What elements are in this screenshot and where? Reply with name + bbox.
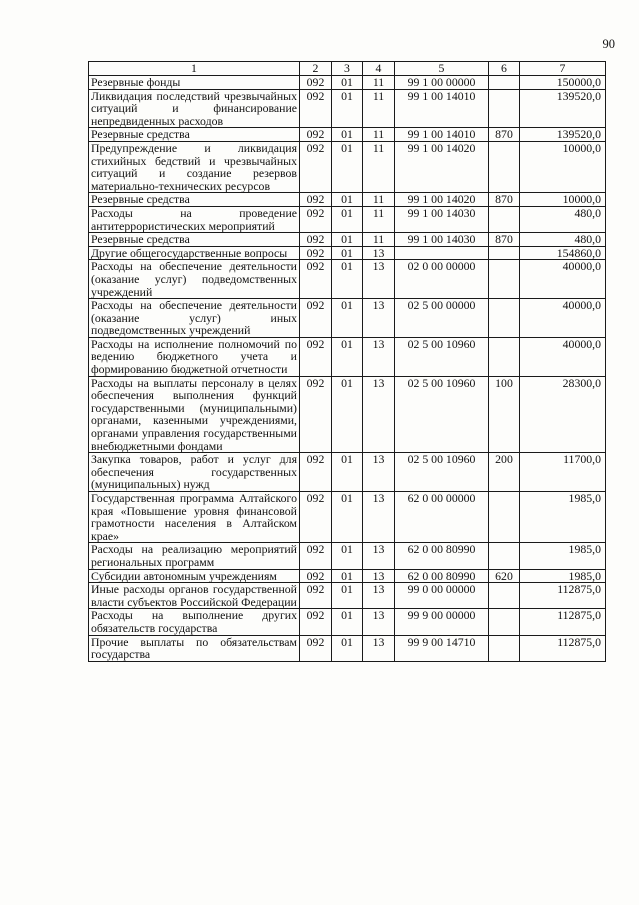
- row-section-cell: 01: [332, 492, 363, 543]
- header-cell: 4: [363, 62, 395, 76]
- row-subsection-cell: 13: [363, 609, 395, 635]
- row-code-cell: 092: [300, 453, 332, 492]
- row-amount-cell: 1985,0: [520, 569, 606, 583]
- row-amount-cell: 40000,0: [520, 337, 606, 376]
- table-row: [89, 569, 606, 583]
- row-amount-cell: 40000,0: [520, 260, 606, 299]
- row-subsection-cell: 11: [363, 89, 395, 128]
- row-subsection-cell: 13: [363, 376, 395, 453]
- row-expense-type-cell: [489, 299, 520, 338]
- row-expense-type-cell: 200: [489, 453, 520, 492]
- row-expense-type-cell: [489, 635, 520, 661]
- row-target-article-cell: 62 0 00 80990: [395, 569, 489, 583]
- row-expense-type-cell: [489, 206, 520, 232]
- row-subsection-cell: 13: [363, 569, 395, 583]
- row-name-cell: Расходы на выплаты персоналу в целях обеспечения выполнения функций государственными (муниципальными) органами, казенными учреждениями, органами управления государственными внебюджетными фондами: [89, 376, 300, 453]
- row-code-cell: 092: [300, 337, 332, 376]
- row-name-cell: Прочие выплаты по обязательствам государства: [89, 635, 300, 661]
- row-code-cell: 092: [300, 635, 332, 661]
- row-target-article-cell: 02 5 00 10960: [395, 376, 489, 453]
- table-row: [89, 337, 606, 376]
- row-code-cell: 092: [300, 569, 332, 583]
- row-expense-type-cell: [489, 543, 520, 569]
- row-expense-type-cell: [489, 609, 520, 635]
- table-row: [89, 609, 606, 635]
- header-cell: 6: [489, 62, 520, 76]
- row-code-cell: 092: [300, 299, 332, 338]
- row-subsection-cell: 13: [363, 246, 395, 260]
- row-name-cell: Расходы на проведение антитеррористических мероприятий: [89, 206, 300, 232]
- row-subsection-cell: 11: [363, 128, 395, 142]
- table-row: [89, 76, 606, 90]
- row-subsection-cell: 13: [363, 453, 395, 492]
- row-subsection-cell: 11: [363, 76, 395, 90]
- row-section-cell: 01: [332, 299, 363, 338]
- row-expense-type-cell: 620: [489, 569, 520, 583]
- row-amount-cell: 10000,0: [520, 193, 606, 207]
- row-target-article-cell: 99 1 00 14020: [395, 141, 489, 192]
- row-expense-type-cell: 870: [489, 233, 520, 247]
- row-subsection-cell: 11: [363, 193, 395, 207]
- row-expense-type-cell: 870: [489, 193, 520, 207]
- row-target-article-cell: 62 0 00 00000: [395, 492, 489, 543]
- row-amount-cell: 112875,0: [520, 635, 606, 661]
- budget-table: [88, 61, 606, 662]
- table-row: [89, 543, 606, 569]
- row-code-cell: 092: [300, 193, 332, 207]
- row-subsection-cell: 13: [363, 583, 395, 609]
- row-amount-cell: 150000,0: [520, 76, 606, 90]
- row-name-cell: Государственная программа Алтайского края «Повышение уровня финансовой грамотности населения в Алтайском крае»: [89, 492, 300, 543]
- row-subsection-cell: 13: [363, 492, 395, 543]
- row-name-cell: Субсидии автономным учреждениям: [89, 569, 300, 583]
- header-cell: 1: [89, 62, 300, 76]
- row-expense-type-cell: [489, 260, 520, 299]
- row-subsection-cell: 13: [363, 260, 395, 299]
- row-amount-cell: 40000,0: [520, 299, 606, 338]
- row-code-cell: 092: [300, 233, 332, 247]
- row-subsection-cell: 13: [363, 299, 395, 338]
- row-name-cell: Ликвидация последствий чрезвычайных ситуаций и финансирование непредвиденных расходов: [89, 89, 300, 128]
- row-expense-type-cell: 100: [489, 376, 520, 453]
- row-section-cell: 01: [332, 246, 363, 260]
- table-row: [89, 246, 606, 260]
- row-target-article-cell: 02 5 00 10960: [395, 453, 489, 492]
- table-header-row: [89, 62, 606, 76]
- row-code-cell: 092: [300, 492, 332, 543]
- row-target-article-cell: 99 9 00 14710: [395, 635, 489, 661]
- row-section-cell: 01: [332, 453, 363, 492]
- row-subsection-cell: 13: [363, 635, 395, 661]
- row-name-cell: Резервные средства: [89, 128, 300, 142]
- row-amount-cell: 480,0: [520, 206, 606, 232]
- row-expense-type-cell: [489, 337, 520, 376]
- row-code-cell: 092: [300, 376, 332, 453]
- row-name-cell: Расходы на реализацию мероприятий региональных программ: [89, 543, 300, 569]
- row-target-article-cell: [395, 246, 489, 260]
- header-cell: 5: [395, 62, 489, 76]
- row-target-article-cell: 02 5 00 00000: [395, 299, 489, 338]
- row-section-cell: 01: [332, 76, 363, 90]
- row-section-cell: 01: [332, 89, 363, 128]
- row-amount-cell: 10000,0: [520, 141, 606, 192]
- row-section-cell: 01: [332, 609, 363, 635]
- row-expense-type-cell: [489, 89, 520, 128]
- row-code-cell: 092: [300, 246, 332, 260]
- row-subsection-cell: 13: [363, 337, 395, 376]
- row-amount-cell: 112875,0: [520, 583, 606, 609]
- row-section-cell: 01: [332, 569, 363, 583]
- row-target-article-cell: 99 1 00 14030: [395, 233, 489, 247]
- row-name-cell: Закупка товаров, работ и услуг для обеспечения государственных (муниципальных) нужд: [89, 453, 300, 492]
- row-code-cell: 092: [300, 543, 332, 569]
- row-section-cell: 01: [332, 635, 363, 661]
- row-section-cell: 01: [332, 206, 363, 232]
- row-section-cell: 01: [332, 583, 363, 609]
- table-row: [89, 89, 606, 128]
- row-amount-cell: 28300,0: [520, 376, 606, 453]
- row-expense-type-cell: [489, 583, 520, 609]
- table-row: [89, 141, 606, 192]
- row-section-cell: 01: [332, 260, 363, 299]
- row-name-cell: Предупреждение и ликвидация стихийных бедствий и чрезвычайных ситуаций и создание резервов материально-технических ресурсов: [89, 141, 300, 192]
- row-section-cell: 01: [332, 193, 363, 207]
- row-target-article-cell: 99 1 00 00000: [395, 76, 489, 90]
- row-name-cell: Другие общегосударственные вопросы: [89, 246, 300, 260]
- row-section-cell: 01: [332, 337, 363, 376]
- row-section-cell: 01: [332, 233, 363, 247]
- row-name-cell: Расходы на обеспечение деятельности (оказание услуг) иных подведомственных учреждений: [89, 299, 300, 338]
- row-subsection-cell: 11: [363, 233, 395, 247]
- row-target-article-cell: 99 1 00 14020: [395, 193, 489, 207]
- header-cell: 3: [332, 62, 363, 76]
- table-row: [89, 376, 606, 453]
- row-name-cell: Резервные средства: [89, 233, 300, 247]
- row-target-article-cell: 02 0 00 00000: [395, 260, 489, 299]
- row-amount-cell: 154860,0: [520, 246, 606, 260]
- row-amount-cell: 1985,0: [520, 492, 606, 543]
- row-code-cell: 092: [300, 583, 332, 609]
- row-target-article-cell: 62 0 00 80990: [395, 543, 489, 569]
- row-amount-cell: 11700,0: [520, 453, 606, 492]
- row-target-article-cell: 99 1 00 14010: [395, 89, 489, 128]
- table-row: [89, 635, 606, 661]
- row-name-cell: Расходы на выполнение других обязательств государства: [89, 609, 300, 635]
- row-expense-type-cell: [489, 141, 520, 192]
- row-expense-type-cell: [489, 246, 520, 260]
- table-row: [89, 193, 606, 207]
- row-code-cell: 092: [300, 609, 332, 635]
- row-subsection-cell: 13: [363, 543, 395, 569]
- table-row: [89, 128, 606, 142]
- row-code-cell: 092: [300, 89, 332, 128]
- table-row: [89, 492, 606, 543]
- header-cell: 2: [300, 62, 332, 76]
- row-section-cell: 01: [332, 543, 363, 569]
- row-expense-type-cell: 870: [489, 128, 520, 142]
- row-subsection-cell: 11: [363, 141, 395, 192]
- table-row: [89, 206, 606, 232]
- row-amount-cell: 139520,0: [520, 89, 606, 128]
- row-code-cell: 092: [300, 260, 332, 299]
- row-target-article-cell: 99 0 00 00000: [395, 583, 489, 609]
- row-code-cell: 092: [300, 206, 332, 232]
- row-target-article-cell: 99 1 00 14030: [395, 206, 489, 232]
- table-row: [89, 233, 606, 247]
- table-row: [89, 453, 606, 492]
- row-target-article-cell: 99 9 00 00000: [395, 609, 489, 635]
- row-target-article-cell: 02 5 00 10960: [395, 337, 489, 376]
- row-target-article-cell: 99 1 00 14010: [395, 128, 489, 142]
- row-name-cell: Расходы на исполнение полномочий по ведению бюджетного учета и формированию бюджетной отчетности: [89, 337, 300, 376]
- row-amount-cell: 112875,0: [520, 609, 606, 635]
- row-section-cell: 01: [332, 141, 363, 192]
- row-code-cell: 092: [300, 76, 332, 90]
- row-amount-cell: 139520,0: [520, 128, 606, 142]
- row-amount-cell: 1985,0: [520, 543, 606, 569]
- row-name-cell: Резервные средства: [89, 193, 300, 207]
- row-name-cell: Резервные фонды: [89, 76, 300, 90]
- header-cell: 7: [520, 62, 606, 76]
- row-expense-type-cell: [489, 76, 520, 90]
- table-row: [89, 260, 606, 299]
- table-row: [89, 299, 606, 338]
- row-subsection-cell: 11: [363, 206, 395, 232]
- table-row: [89, 583, 606, 609]
- row-name-cell: Иные расходы органов государственной власти субъектов Российской Федерации: [89, 583, 300, 609]
- row-section-cell: 01: [332, 128, 363, 142]
- page-number: 90: [602, 37, 615, 51]
- row-code-cell: 092: [300, 128, 332, 142]
- row-name-cell: Расходы на обеспечение деятельности (оказание услуг) подведомственных учреждений: [89, 260, 300, 299]
- row-expense-type-cell: [489, 492, 520, 543]
- row-section-cell: 01: [332, 376, 363, 453]
- row-code-cell: 092: [300, 141, 332, 192]
- row-amount-cell: 480,0: [520, 233, 606, 247]
